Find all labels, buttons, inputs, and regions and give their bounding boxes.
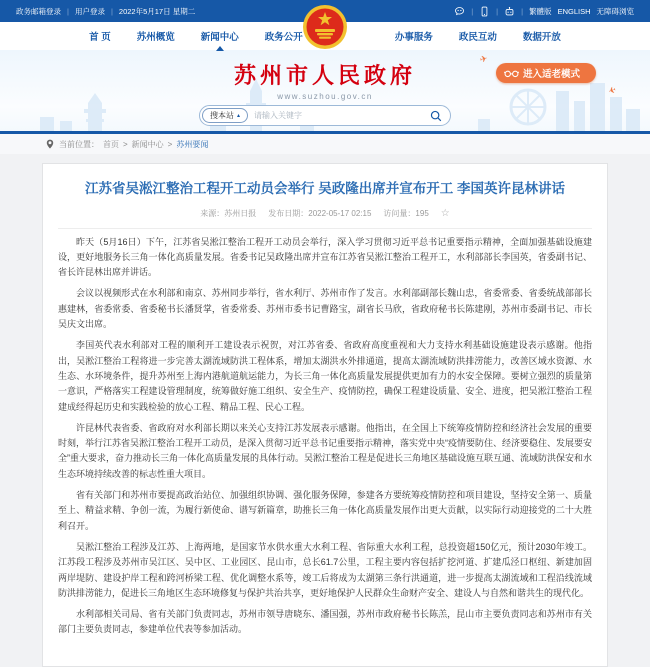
nav-item-services[interactable]: 办事服务 — [394, 32, 433, 43]
search-scope-label: 搜本站 — [210, 111, 234, 120]
glasses-icon — [504, 69, 519, 78]
site-title: 苏州市人民政府 — [233, 63, 416, 88]
breadcrumb-suzhou-news[interactable]: 苏州要闻 — [176, 139, 209, 149]
separator: | — [471, 6, 474, 16]
article-body — [58, 235, 592, 638]
robot-icon[interactable] — [504, 6, 515, 17]
meta-views-value: 195 — [415, 208, 429, 218]
article-paragraph: 水利部相关司局、省有关部门负责同志，苏州市领导唐晓东、潘国强，苏州市政府秘书长陈羔，昆山市主要负责同志和苏州市有关部门主要负责同志，参建单位代表等参加活动。 — [58, 609, 592, 635]
nav-item-gov-affairs[interactable]: 政务公开 — [264, 32, 303, 43]
breadcrumb-separator: > — [123, 139, 128, 149]
location-pin-icon — [46, 139, 54, 149]
search-icon[interactable] — [430, 110, 442, 122]
search-input[interactable] — [248, 111, 430, 120]
article-paragraph: 吴淞江整治工程涉及江苏、上海两地，是国家节水供水重大水利工程、省际重大水利工程，总投资超150亿元，预计2030年竣工。江苏段工程涉及苏州市吴江区、吴中区、工业园区、昆山市，总长61.7公里，工程主要内容包括扩挖河道、扩建瓜泾口枢纽、新建加固两岸堤防、建设护岸工程和跨河桥梁工程、优化调整水系等，竣工后将成为太湖第三条行洪通道，进一步提高太湖流域和工程沿线流域防洪排涝能力，促进长三角地区生态环境修复与保护共治共享，更好地保护人民群众生命财产安全、建设人与自然和谐共生的现代化。 — [58, 541, 592, 598]
topbar-right — [454, 6, 634, 17]
user-login-link[interactable]: 用户登录 — [74, 6, 105, 16]
meta-publish-date — [268, 208, 371, 219]
site-banner — [0, 50, 650, 134]
topbar-left — [16, 6, 195, 17]
article-title: 江苏省吴淞江整治工程开工动员会举行 吴政隆出席并宣布开工 李国英许昆林讲话 — [84, 181, 565, 196]
meta-source-value: 苏州日报 — [224, 208, 257, 218]
page-content — [0, 154, 650, 667]
elder-mode-label: 进入适老模式 — [522, 69, 580, 80]
site-search-bar — [199, 105, 451, 126]
meta-source — [200, 208, 256, 219]
separator: | — [67, 6, 69, 16]
nav-item-home[interactable]: 首 页 — [89, 32, 111, 43]
site-url: www.suzhou.gov.cn — [277, 92, 373, 101]
breadcrumb-label: 当前位置： — [59, 139, 99, 149]
article-meta — [58, 208, 592, 219]
nav-item-interaction[interactable]: 政民互动 — [458, 32, 497, 43]
traditional-chinese-link[interactable]: 繁體版 — [529, 6, 552, 16]
article-paragraph: 会议以视频形式在水利部和南京、苏州同步举行，省水利厅、苏州市作了发言。水利部副部长魏山忠，省委常委、省委统战部部长惠建林，省委常委、省委秘书长潘贤掌，省委常委、苏州市委书记曹路宝，副省长马欣，省政府秘书长陈建刚，苏州市委副书记、市长吴庆文出席。 — [58, 288, 592, 330]
meta-views — [383, 208, 428, 219]
accessibility-link[interactable]: 无障碍浏览 — [596, 6, 634, 16]
article-paragraph: 李国英代表水利部对工程的顺利开工建设表示祝贺，对江苏省委、省政府高度重视和大力支持水利基础设施建设表示感谢。他指出，吴淞江整治工程将进一步完善太湖流域防洪工程体系，增加太湖洪水外排通道，提高太湖流域防洪排涝能力，改善区域水资源、水生态、水环境条件，提升苏州至上海内港航道航运能力，为长三角一体化高质量发展提供更加有力的水安全保障。要树立强烈的质量第一意识，严格落实工程建设管理制度，统筹做好施工组织、安全生产、疫情防控，确保工程建设质量、安全、进度，把吴淞江整治工程建成经得起历史和实践检验的放心工程、精品工程、民心工程。 — [58, 340, 592, 412]
english-link[interactable]: ENGLISH — [557, 6, 591, 16]
breadcrumb-separator: > — [167, 139, 173, 149]
mobile-icon[interactable] — [479, 6, 490, 17]
meta-divider — [58, 228, 592, 229]
elder-mode-button[interactable] — [496, 63, 596, 83]
article-paragraph: 许昆林代表省委、省政府对水利部长期以来关心支持江苏发展表示感谢。他指出，在全国上下统筹疫情防控和经济社会发展的重要时刻，举行江苏省吴淞江整治工程开工动员，是深入贯彻习近平总书记重要指示精神，落实党中央“疫情要防住、经济要稳住、发展要安全”重大要求，奋力推动长三角一体化高质量发展的具体行动。吴淞江整治工程是促进长三角地区基础设施互联互通、流域防洪保安和水生态环境持续改善的标志性重大项目。 — [58, 422, 593, 479]
article-paragraph: 昨天（5月16日）下午，江苏省吴淞江整治工程开工动员会举行，深入学习贯彻习近平总书记重要指示精神，全面加强基础设施建设，更好地服务长三角一体化高质量发展。省委书记吴政隆出席并宣布江苏省吴淞江整治工程开工，水利部部长李国英，省委副书记、省长许昆林出席并讲话。 — [58, 236, 592, 278]
nav-item-overview[interactable]: 苏州概览 — [136, 32, 175, 43]
meta-date-value: 2022-05-17 02:15 — [308, 208, 372, 218]
current-date: 2022年5月17日 星期二 — [118, 6, 196, 16]
dropdown-arrow-icon: ▴ — [237, 113, 241, 119]
meta-source-label: 来源： — [200, 208, 225, 218]
national-emblem — [302, 3, 348, 60]
decor-plane-icon: ✈ — [479, 53, 490, 65]
meta-views-label: 访问量： — [383, 208, 416, 218]
separator: | — [521, 6, 524, 16]
breadcrumb — [0, 134, 650, 154]
nav-item-news[interactable]: 新闻中心 — [201, 25, 239, 47]
search-scope-dropdown[interactable] — [202, 108, 248, 123]
nav-item-open-data[interactable]: 数据开放 — [522, 32, 561, 43]
separator: | — [110, 6, 113, 16]
decor-plane-icon: ✈ — [607, 83, 618, 96]
breadcrumb-home[interactable]: 首页 — [103, 139, 119, 149]
article-paragraph: 省有关部门和苏州市要提高政治站位、加强组织协调、强化服务保障，参建各方要统筹疫情防控和项目建设，坚持安全第一、质量至上、精益求精、争创一流，为履行新使命、谱写新篇章，助推长三角一体化高质量发展作出更大贡献，以实际行动迎接党的二十大胜利召开。 — [58, 490, 592, 531]
gov-mail-login-link[interactable]: 政务邮箱登录 — [16, 6, 61, 16]
breadcrumb-news-center[interactable]: 新闻中心 — [131, 139, 164, 149]
meta-date-label: 发布日期： — [268, 208, 309, 218]
article-card — [42, 163, 608, 667]
wechat-icon[interactable] — [454, 6, 465, 17]
separator: | — [496, 6, 499, 16]
favorite-star-icon[interactable]: ☆ — [440, 207, 450, 219]
